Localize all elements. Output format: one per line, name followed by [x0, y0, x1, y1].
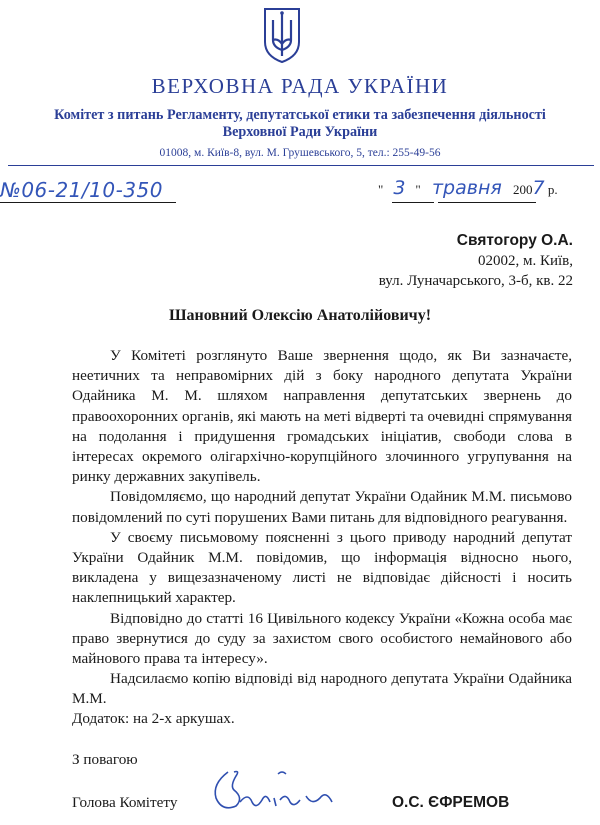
signer-name: О.С. ЄФРЕМОВ: [392, 794, 510, 811]
committee-name-line2: Верховної Ради України: [222, 124, 378, 140]
committee-name-line1: Комітет з питань Регламенту, депутатської етики та забезпечення діяльності: [54, 107, 546, 123]
letter-body: [72, 346, 572, 710]
attachment-note: Додаток: на 2-х аркушах.: [72, 710, 235, 727]
body-paragraph: У Комітеті розглянуто Ваше звернення щодо, як Ви зазначаєте, неетичних та неправомірних дій з боку народного депутата України Одайника М. М. шляхом направлення депутатських звернень до правоохоронних органів, які мають на меті відверті та очевидні спрямування на подолання і придушення громадських ініціатив, свободи слова в інтересах окремого олігархічно-корупційного злочинного угрупування на ринку державних закупівель.: [72, 347, 572, 486]
date-year-prefix: 200: [513, 182, 533, 197]
letter-date: [378, 177, 558, 199]
letterhead-address: 01008, м. Київ-8, вул. М. Грушевського, 5, тел.: 255-49-56: [159, 147, 441, 159]
date-month: травня: [431, 177, 502, 199]
organization-title: ВЕРХОВНА РАДА УКРАЇНИ: [151, 74, 449, 98]
date-year-abbr: р.: [547, 182, 558, 197]
recipient-address-line2: вул. Луначарського, 3-б, кв. 22: [378, 273, 573, 289]
outgoing-number: [0, 178, 163, 202]
recipient-name: Святогору О.А.: [456, 232, 573, 249]
body-paragraph: Відповідно до статті 16 Цивільного кодексу України «Кожна особа має право звернутися до суду за захистом свого особистого немайнового або майнового права та інтересу».: [72, 609, 572, 668]
body-paragraph: У своєму письмовому поясненні з цього приводу народний депутат України Одайник М.М. повідомив, що інформація відносно нього, викладена у вищезазначеному листі не відповідає дійсності і носить наклепницький характер.: [72, 528, 572, 607]
letterhead-divider: [8, 165, 594, 166]
date-close-quote: ": [415, 182, 421, 197]
number-value: 06-21/10-350: [21, 178, 164, 202]
salutation: Шановний Олексію Анатолійовичу!: [168, 307, 432, 324]
number-sign: №: [0, 178, 22, 202]
trident-emblem-icon: [262, 6, 302, 64]
body-paragraph: Надсилаємо копію відповіді від народного депутата України Одайника М.М.: [72, 670, 572, 708]
date-month-underline: [438, 202, 536, 203]
handwritten-signature: [200, 762, 370, 822]
date-day-underline: [392, 202, 434, 203]
date-year-suffix: 7: [532, 177, 545, 199]
signer-title: Голова Комітету: [72, 794, 178, 811]
recipient-address-line1: 02002, м. Київ,: [477, 253, 573, 269]
date-open-quote: ": [378, 182, 384, 197]
recipient-block: [379, 231, 573, 291]
closing-phrase: З повагою: [72, 751, 138, 768]
body-paragraph: Повідомляємо, що народний депутат України Одайник М.М. письмово повідомлений по суті порушених Вами питань для відповідного реагування.: [72, 488, 572, 526]
date-day: 3: [393, 177, 406, 199]
number-underline: [0, 202, 176, 203]
